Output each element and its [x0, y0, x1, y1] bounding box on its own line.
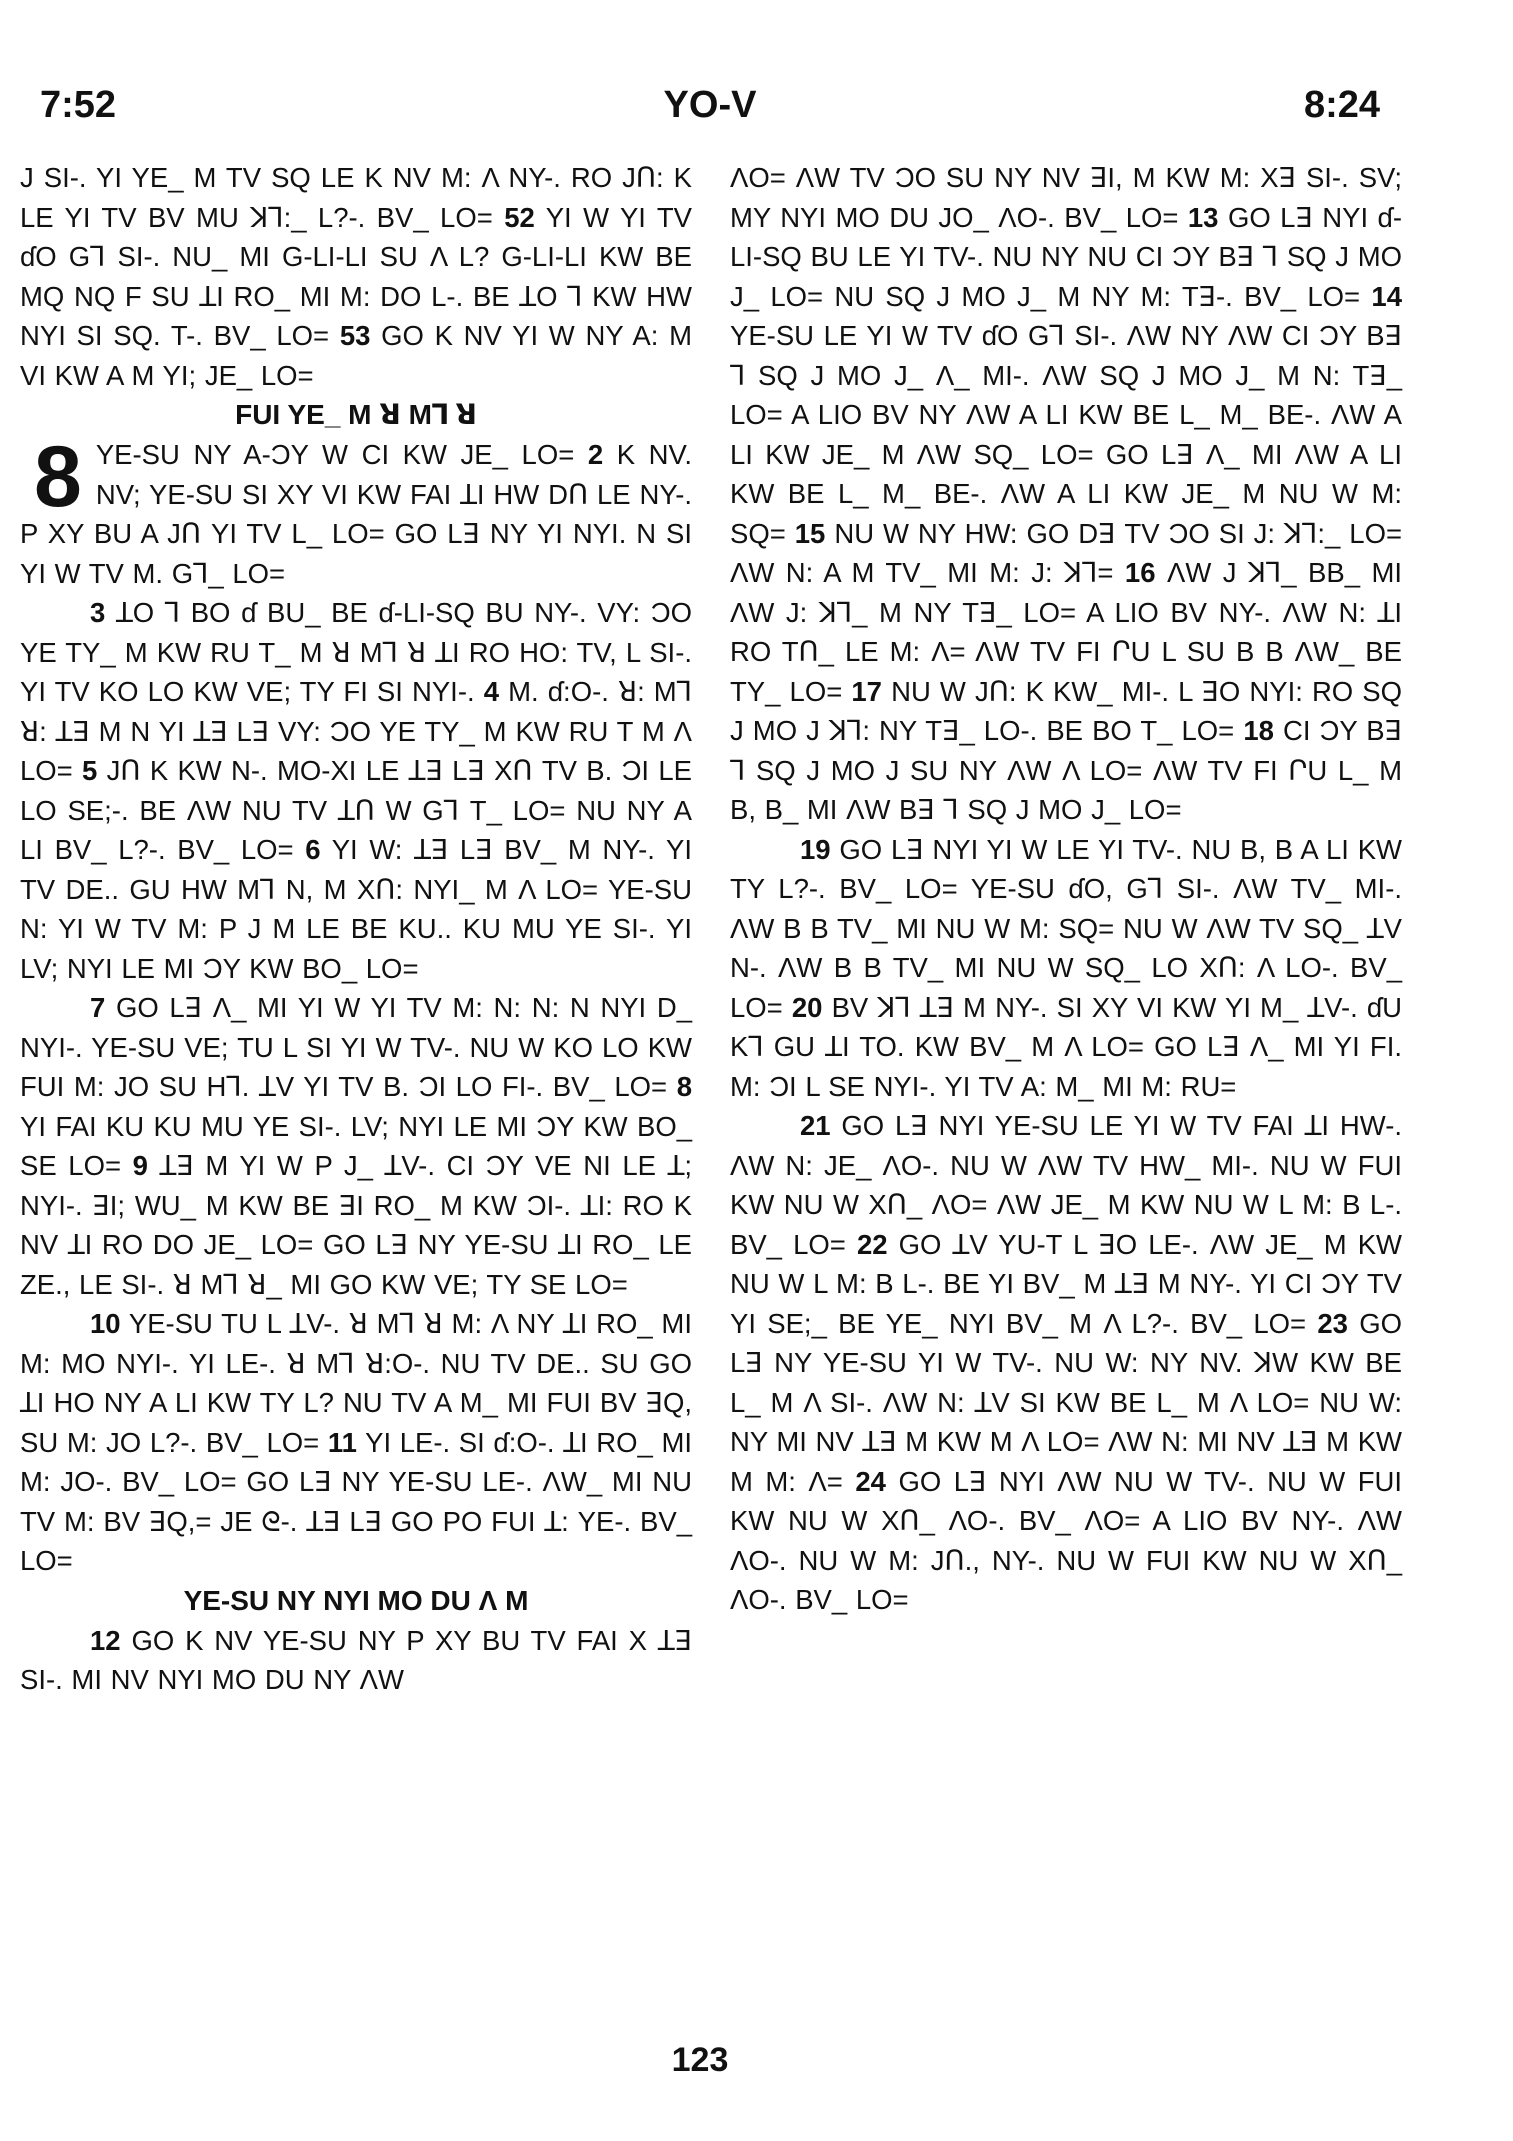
verse-number: 9: [132, 1150, 148, 1181]
verse-number: 14: [1371, 280, 1402, 312]
verse-number: 17: [851, 675, 882, 707]
book-title: YO-V: [663, 84, 757, 126]
verse-number: 16: [1124, 557, 1156, 588]
section-heading: FUI YE_ M ꓤ Mꓶ ꓤ: [235, 399, 477, 430]
page-number: 123: [671, 2041, 729, 2079]
verse-number: 18: [1243, 715, 1274, 746]
paragraph: 8 YE-SU NY A-ƆY W CI KW JE_ LO= 2 K NV. NV; YE-SU SI XY VI KW FAI ꓕI HW DՈ LE NY-. P XY BU A JՈ YI TV L_ LO= GO Lꓱ NY YI NYI. N SI YI W TV M. Gꓶ_ LO=: [20, 429, 692, 589]
verse-number: 5: [82, 755, 98, 786]
verse-number: 15: [794, 517, 826, 549]
verse-number: 19: [800, 833, 831, 865]
verse-number: 8: [676, 1071, 692, 1102]
verse-number: 21: [800, 1110, 831, 1141]
chapter-number: 8: [34, 429, 82, 525]
paragraph: 21 GO Lꓱ NYI YE-SU LE YI W TV FAI ꓕI HW-. ΛW N: JE_ ΛO-. NU W ΛW TV HW_ MI-. NU W FUI KW NU W XՈ_ ΛO= ΛW JE_ M KW NU W L M: B L-. BV_ LO= 22 GO ꓕV YU-T L ꓱO LE-. ΛW JE_ M KW NU W L M: B L-. BE YI BV_ M ꓕꓱ M NY-. YI CI ƆY TV YI SE;_ BE YE_ NYI BV_ M Λ L?-. BV_ LO= 23 GO Lꓱ NY YE-SU YI W TV-. NU W: NY NV. ꓘW KW BE L_ M Λ SI-. ΛW N: ꓕV SI KW BE L_ M Λ LO= NU W: NY MI NV ꓕꓱ M KW M Λ LO= ΛW N: MI NV ꓕꓱ M KW M M: Λ= 24 GO Lꓱ NYI ΛW NU W TV-. NU W FUI KW NU W XՈ_ ΛO-. BV_ ΛO= A LIO BV NY-. ΛW ΛO-. NU W M: JՈ., NY-. NU W FUI KW NU W XՈ_ ΛO-. BV_ LO=: [730, 1110, 1403, 1615]
paragraph: 10 YE-SU TU L ꓕV-. ꓤ Mꓶ ꓤ M: Λ NY ꓕI RO_ MI M: MO NYI-. YI LE-. ꓤ Mꓶ ꓤ:O-. NU TV DE.. SU GO ꓕI HO NY A LI KW TY L? NU TV A M_ MI FUI BV ꓱQ, SU M: JO L?-. BV_ LO= 11 YI LE-. SI ɗ:O-. ꓕI RO_ MI M: JO-. BV_ LO= GO Lꓱ NY YE-SU LE-. ΛW_ MI NU TV M: BV ꓱQ,= JE ᘓ-. ꓕꓱ Lꓱ GO PO FUI ꓕ: YE-. BV_ LO=: [20, 1308, 693, 1576]
paragraph: J SI-. YI YE_ M TV SQ LE K NV M: Λ NY-. RO JՈ: K LE YI TV BV MU ꓘꓶ:_ L?-. BV_ LO= 52 YI W YI TV ɗO Gꓶ SI-. NU_ MI G-LI-LI SU Λ L? G-LI-LI KW BE MQ NQ F SU ꓕI RO_ MI M: DO L-. BE ꓕO ꓶ KW HW NYI SI SQ. T-. BV_ LO= 53 GO K NV YI W NY A: M VI KW A M YI; JE_ LO=: [20, 162, 692, 391]
verse-number: 4: [483, 676, 500, 707]
paragraph: 7 GO Lꓱ Λ_ MI YI W YI TV M: N: N: N NYI D_ NYI-. YE-SU VE; TU L SI YI W TV-. NU W KO LO KW FUI M: JO SU Hꓶ. ꓕV YI TV B. ƆI LO FI-. BV_ LO= 8 YI FAI KU KU MU YE SI-. LV; NYI LE MI ƆY KW BO_ SE LO= 9 ꓕꓱ M YI W P J_ ꓕV-. CI ƆY VE NI LE ꓕ; NYI-. ꓱI; WU_ M KW BE ꓱI RO_ M KW ƆI-. ꓕI: RO K NV ꓕI RO DO JE_ LO= GO Lꓱ NY YE-SU ꓕI RO_ LE ZE., LE SI-. ꓤ Mꓶ ꓤ_ MI GO KW VE; TY SE LO=: [20, 992, 693, 1300]
right-column: [730, 158, 1402, 1620]
verse-number: 11: [327, 1426, 357, 1458]
verse-number: 53: [339, 320, 371, 351]
paragraph: 3 ꓕO ꓶ BO ɗ BU_ BE ɗ-LI-SQ BU NY-. VY: ƆO YE TY_ M KW RU T_ M ꓤ Mꓶ ꓤ ꓕI RO HO: TV, L SI-. YI TV KO LO KW VE; TY FI SI NYI-. 4 M. ɗ:O-. ꓤ: Mꓶ ꓤ: ꓕꓱ M N YI ꓕꓱ Lꓱ VY: ƆO YE TY_ M KW RU T M Λ LO= 5 JՈ K KW N-. MO-XI LE ꓕꓱ Lꓱ XՈ TV B. ƆI LE LO SE;-. BE ΛW NU TV ꓕՈ W Gꓶ T_ LO= NU NY A LI BV_ L?-. BV_ LO= 6 YI W: ꓕꓱ Lꓱ BV_ M NY-. YI TV DE.. GU HW Mꓶ N, M XՈ: NYI_ M Λ LO= YE-SU N: YI W TV M: P J M LE BE KU.. KU MU YE SI-. YI LV; NYI LE MI ƆY KW BO_ LO=: [20, 597, 693, 984]
verse-number: 6: [305, 834, 321, 865]
left-column: [20, 158, 692, 1700]
verse-number: 24: [855, 1465, 886, 1497]
verse-number: 2: [587, 439, 604, 470]
chapter-verse-start: 7:52: [40, 84, 117, 126]
verse-number: 12: [90, 1624, 121, 1656]
chapter-verse-end: 8:24: [1303, 84, 1380, 126]
verse-number: 7: [90, 992, 106, 1023]
verse-number: 13: [1187, 201, 1219, 233]
verse-number: 22: [856, 1228, 888, 1260]
page-header: [40, 80, 1380, 130]
verse-number: 10: [90, 1308, 121, 1339]
verse-number: 23: [1317, 1307, 1348, 1339]
paragraph: 19 GO Lꓱ NYI YI W LE YI TV-. NU B, B A LI KW TY L?-. BV_ LO= YE-SU ɗO, Gꓶ SI-. ΛW TV_ MI-. ΛW B B TV_ MI NU W M: SQ= NU W ΛW TV SQ_ ꓕV N-. ΛW B B TV_ MI NU W SQ_ LO XՈ: Λ LO-. BV_ LO= 20 BV ꓘꓶ ꓕꓱ M NY-. SI XY VI KW YI M_ ꓕV-. ɗU Kꓶ GU ꓕI TO. KW BV_ M Λ LO= GO Lꓱ Λ_ MI YI FI. M: ƆI L SE NYI-. YI TV A: M_ MI M: RU=: [730, 833, 1403, 1102]
verse-number: 20: [791, 991, 823, 1023]
paragraph: ΛO= ΛW TV ƆO SU NY NV ꓱI, M KW M: Xꓱ SI-. SV; MY NYI MO DU JO_ ΛO-. BV_ LO= 13 GO Lꓱ NYI ɗ-LI-SQ BU LE YI TV-. NU NY NU CI ƆY Bꓱ ꓶ SQ J MO J_ LO= NU SQ J MO J_ M NY M: Tꓱ-. BV_ LO= 14 YE-SU LE YI W TV ɗO Gꓶ SI-. ΛW NY ΛW CI ƆY Bꓱ ꓶ SQ J MO J_ Λ_ MI-. ΛW SQ J MO J_ M N: Tꓱ_ LO= A LIO BV NY ΛW A LI KW BE L_ M_ BE-. ΛW A LI KW JE_ M ΛW SQ_ LO= GO Lꓱ Λ_ MI ΛW A LI KW BE L_ M_ BE-. ΛW A LI KW JE_ M NU W M: SQ= 15 NU W NY HW: GO Dꓱ TV ƆO SI J: ꓘꓶ:_ LO= ΛW N: A M TV_ MI M: J: ꓘꓶ= 16 ΛW J ꓘꓶ_ BB_ MI ΛW J: ꓘꓶ_ M NY Tꓱ_ LO= A LIO BV NY-. ΛW N: ꓕI RO TՈ_ LE M: Λ= ΛW TV FI ՐU L SU B B ΛW_ BE TY_ LO= 17 NU W JՈ: K KW_ MI-. L ꓱO NYI: RO SQ J MO J ꓘꓶ: NY Tꓱ_ LO-. BE BO T_ LO= 18 CI ƆY Bꓱ ꓶ SQ J MO J SU NY ΛW Λ LO= ΛW TV FI ՐU L_ M B, B_ MI ΛW Bꓱ ꓶ SQ J MO J_ LO=: [730, 162, 1403, 825]
paragraph: 12 GO K NV YE-SU NY P XY BU TV FAI X ꓕꓱ SI-. MI NV NYI MO DU NY ΛW: [20, 1624, 693, 1695]
verse-number: 52: [504, 201, 535, 233]
verse-number: 3: [90, 597, 106, 628]
section-heading: YE-SU NY NYI MO DU Λ M: [183, 1584, 529, 1616]
